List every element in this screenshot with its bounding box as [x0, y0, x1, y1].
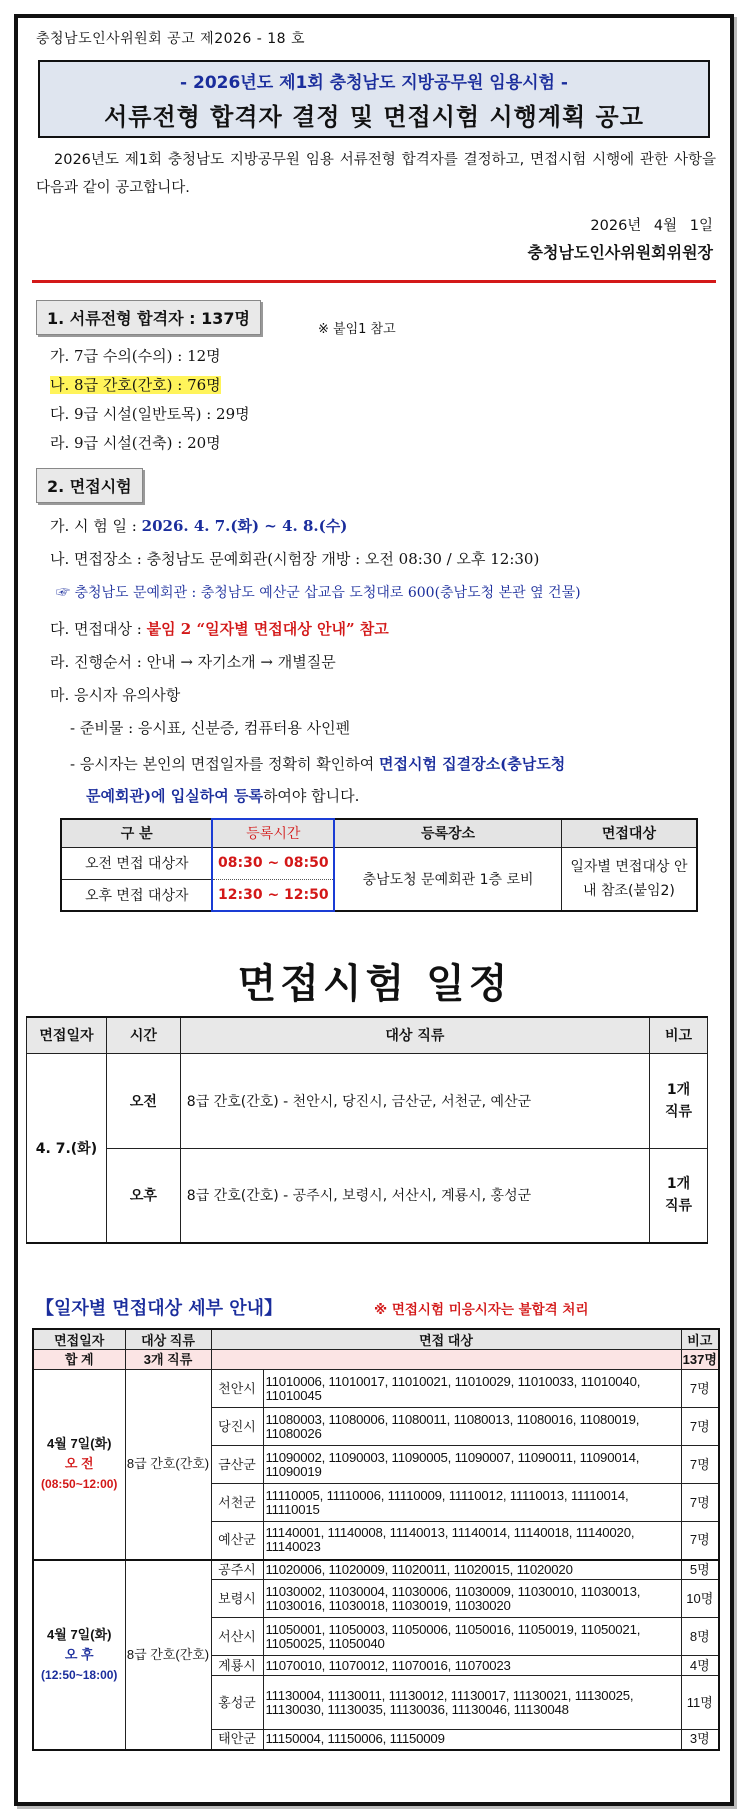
exam-target-value: 붙임 2 “일자별 면접대상 안내” 참고 — [146, 620, 389, 638]
am-kind: 8급 간호(간호) — [125, 1370, 211, 1560]
candidate-numbers: 11140001, 11140008, 11140013, 11140014, 11140018, 11140020, 11140023 — [263, 1522, 681, 1560]
notice-date: 2026년 4월 1일 — [590, 218, 713, 234]
count: 7명 — [681, 1446, 719, 1484]
candidate-numbers: 11020006, 11020009, 11020011, 11020015, 11020020 — [263, 1560, 681, 1580]
count: 7명 — [681, 1370, 719, 1408]
exam-date-value: 2026. 4. 7.(화) ~ 4. 8.(수) — [141, 517, 348, 535]
candidate-numbers: 11050001, 11050003, 11050006, 11050016, 11050019, 11050021, 11050025, 11050040 — [263, 1618, 681, 1656]
exam-order: 라. 진행순서 : 안내 → 자기소개 → 개별질문 — [50, 653, 336, 671]
col-header: 시간 — [106, 1017, 180, 1053]
candidate-numbers: 11150004, 11150006, 11150009 — [263, 1730, 681, 1750]
am-period: 오 전 — [64, 1456, 94, 1472]
schedule-title: 면접시험 일정 — [237, 961, 512, 1007]
caution-line-2 — [86, 785, 359, 806]
caution-emphasis: 면접시험 집결장소(충남도청 — [379, 755, 566, 773]
col-header: 등록장소 — [334, 819, 561, 847]
count: 11명 — [681, 1676, 719, 1730]
city: 홍성군 — [211, 1676, 263, 1730]
section1-title: 1. 서류전형 합격자 : 137명 — [36, 300, 261, 335]
count: 8명 — [681, 1618, 719, 1656]
schedule-note: 1개 직류 — [650, 1053, 708, 1148]
exam-target-label: 다. 면접대상 : — [50, 620, 142, 638]
city: 서산시 — [211, 1618, 263, 1656]
caution-text: - 응시자는 본인의 면접일자를 정확히 확인하여 — [70, 755, 379, 773]
registration-table — [60, 818, 698, 912]
schedule-time: 오전 — [106, 1053, 180, 1148]
count: 7명 — [681, 1484, 719, 1522]
intro-text: 2026년도 제1회 충청남도 지방공무원 임용 서류전형 합격자를 결정하고, 면접시험 시행에 관한 사항을 다음과 같이 공고합니다. — [36, 152, 716, 196]
caution-emphasis: 문예회관)에 입실하여 등록 — [86, 787, 263, 805]
detail-warning: ※ 면접시험 미응시자는 불합격 처리 — [374, 1302, 589, 1318]
city: 보령시 — [211, 1580, 263, 1618]
candidate-numbers: 11090002, 11090003, 11090005, 11090007, 11090011, 11090014, 11090019 — [263, 1446, 681, 1484]
count: 7명 — [681, 1408, 719, 1446]
city: 공주시 — [211, 1560, 263, 1580]
am-date-cell — [33, 1370, 125, 1560]
reg-time: 12:30 ~ 12:50 — [212, 879, 334, 911]
detail-title: 【일자별 면접대상 세부 안내】 — [36, 1298, 283, 1319]
city: 태안군 — [211, 1730, 263, 1750]
row-label: 오전 면접 대상자 — [61, 847, 212, 879]
col-header: 면접 대상 — [211, 1329, 681, 1350]
col-header: 면접일자 — [33, 1329, 125, 1350]
schedule-target: 8급 간호(간호) - 공주시, 보령시, 서산시, 계룡시, 홍성군 — [180, 1148, 649, 1243]
reg-place: 충남도청 문예회관 1층 로비 — [334, 847, 561, 911]
section1-item: 다. 9급 시설(일반토목) : 29명 — [50, 405, 250, 423]
caution-line-1 — [70, 753, 565, 774]
pm-date: 4월 7일(화) — [47, 1626, 112, 1642]
candidate-numbers: 11110005, 11110006, 11110009, 11110012, 11110013, 11110014, 11110015 — [263, 1484, 681, 1522]
exam-target-line — [50, 618, 389, 639]
title-subtitle: - 2026년도 제1회 충청남도 지방공무원 임용시험 - — [180, 73, 568, 93]
schedule-time: 오후 — [106, 1148, 180, 1243]
pm-time: (12:50~18:00) — [41, 1667, 118, 1682]
col-header: 대상 직류 — [125, 1329, 211, 1350]
total-kind: 3개 직류 — [125, 1350, 211, 1370]
notice-number: 충청남도인사위원회 공고 제2026 - 18 호 — [36, 31, 306, 47]
exam-date-line — [50, 515, 347, 536]
candidate-numbers: 11070010, 11070012, 11070016, 11070023 — [263, 1656, 681, 1676]
exam-date-label: 가. 시 험 일 : — [50, 517, 137, 535]
venue-line — [56, 582, 581, 602]
count: 7명 — [681, 1522, 719, 1560]
candidate-numbers: 11010006, 11010017, 11010021, 11010029, 11010033, 11010040, 11010045 — [263, 1370, 681, 1408]
col-header: 대상 직류 — [180, 1017, 649, 1053]
col-header: 구 분 — [61, 819, 212, 847]
am-time: (08:50~12:00) — [41, 1477, 118, 1492]
total-label: 합 계 — [33, 1350, 125, 1370]
city: 천안시 — [211, 1370, 263, 1408]
pm-kind: 8급 간호(간호) — [125, 1560, 211, 1750]
pointing-hand-icon: ☞ — [56, 585, 70, 601]
schedule-table — [26, 1016, 708, 1244]
detail-table — [32, 1328, 720, 1751]
section1-item: 가. 7급 수의(수의) : 12명 — [50, 347, 221, 365]
prep-items: - 준비물 : 응시표, 신분증, 컴퓨터용 사인펜 — [70, 719, 351, 737]
section1-item: 라. 9급 시설(건축) : 20명 — [50, 434, 221, 452]
section1-item — [50, 374, 221, 395]
col-header: 등록시간 — [212, 819, 334, 847]
exam-place: 나. 면접장소 : 충청남도 문예회관(시험장 개방 : 오전 08:30 / 오후 12:30) — [50, 550, 540, 568]
title-box — [38, 60, 710, 138]
count: 10명 — [681, 1580, 719, 1618]
caution-title: 마. 응시자 유의사항 — [50, 686, 181, 704]
city: 서천군 — [211, 1484, 263, 1522]
total-count: 137명 — [681, 1350, 719, 1370]
schedule-date: 4. 7.(화) — [27, 1053, 107, 1243]
pm-period: 오 후 — [64, 1646, 94, 1662]
venue-address: 충청남도 문예회관 : 충청남도 예산군 삽교읍 도청대로 600(충남도청 본관 옆 건물) — [74, 585, 581, 601]
city: 금산군 — [211, 1446, 263, 1484]
count: 5명 — [681, 1560, 719, 1580]
signature: 충청남도인사위원회위원장 — [527, 243, 713, 262]
col-header: 면접일자 — [27, 1017, 107, 1053]
candidate-numbers: 11080003, 11080006, 11080011, 11080013, 11080016, 11080019, 11080026 — [263, 1408, 681, 1446]
reg-target: 일자별 면접대상 안내 참조(붙임2) — [561, 847, 697, 911]
pm-date-cell — [33, 1560, 125, 1750]
section1-note: ※ 붙임1 참고 — [318, 322, 396, 337]
highlighted-item: 나. 8급 간호(간호) : 76명 — [50, 376, 221, 394]
candidate-numbers: 11130004, 11130011, 11130012, 11130017, 11130021, 11130025, 11130030, 11130035, 11130036, 11130046, 11130048 — [263, 1676, 681, 1730]
city: 당진시 — [211, 1408, 263, 1446]
divider — [32, 280, 716, 283]
total-blank — [211, 1350, 681, 1370]
candidate-numbers: 11030002, 11030004, 11030006, 11030009, 11030010, 11030013, 11030016, 11030018, 11030019, 11030020 — [263, 1580, 681, 1618]
count: 4명 — [681, 1656, 719, 1676]
col-header: 비고 — [681, 1329, 719, 1350]
city: 계룡시 — [211, 1656, 263, 1676]
caution-text: 하여야 합니다. — [262, 787, 360, 805]
count: 3명 — [681, 1730, 719, 1750]
col-header: 면접대상 — [561, 819, 697, 847]
am-date: 4월 7일(화) — [47, 1436, 112, 1452]
row-label: 오후 면접 대상자 — [61, 879, 212, 911]
section2-title: 2. 면접시험 — [36, 468, 143, 503]
reg-time: 08:30 ~ 08:50 — [212, 847, 334, 879]
city: 예산군 — [211, 1522, 263, 1560]
schedule-note: 1개 직류 — [650, 1148, 708, 1243]
page-title: 서류전형 합격자 결정 및 면접시험 시행계획 공고 — [104, 103, 644, 131]
schedule-target: 8급 간호(간호) - 천안시, 당진시, 금산군, 서천군, 예산군 — [180, 1053, 649, 1148]
col-header: 비고 — [650, 1017, 708, 1053]
